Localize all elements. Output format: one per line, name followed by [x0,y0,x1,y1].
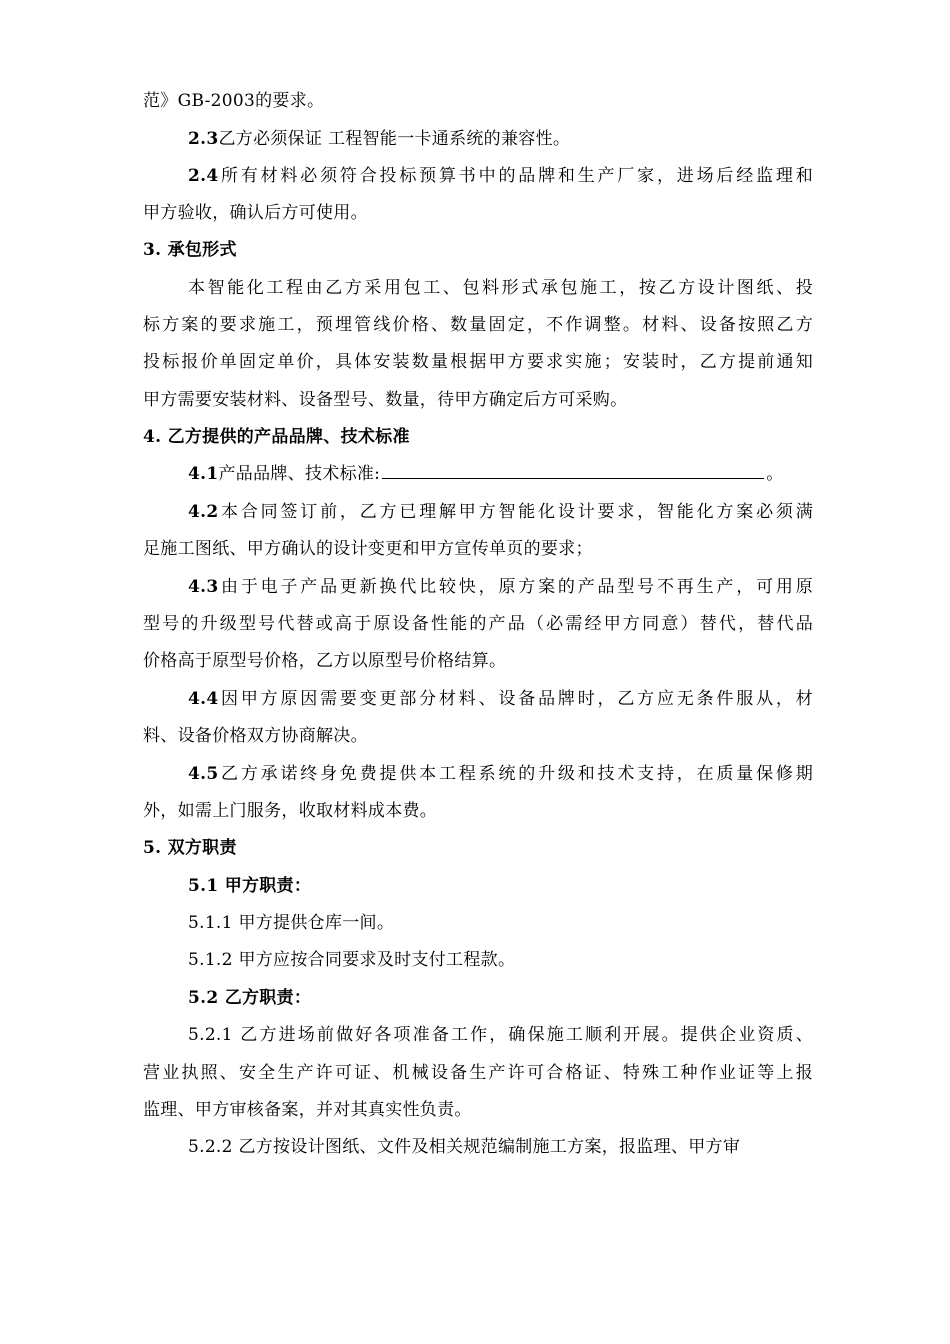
clause-5-1-2: 5.1.2 甲方应按合同要求及时支付工程款。 [188,950,516,970]
text-line: 范》GB-2003的要求。 [143,91,325,111]
clause-text: 乙方必须保证 工程智能一卡通系统的兼容性。 [218,129,571,149]
text-line: 甲方验收，确认后方可使用。 [143,203,368,223]
blank-fill-line[interactable] [382,462,764,479]
clause-2-3 [188,127,570,151]
clause-5-1-1: 5.1.1 甲方提供仓库一间。 [188,913,395,933]
clause-4-3 [188,575,813,599]
clause-text: 所有材料必须符合投标预算书中的品牌和生产厂家，进场后经监理和 [218,166,813,186]
clause-text: 本合同签订前，乙方已理解甲方智能化设计要求，智能化方案必须满 [218,502,813,522]
clause-text: 产品品牌、技术标准: [218,464,381,484]
text-line: 标方案的要求施工，预埋管线价格、数量固定，不作调整。材料、设备按照乙方 [143,315,813,335]
text-line: 监理、甲方审核备案，并对其真实性负责。 [143,1100,472,1120]
clause-4-5 [188,762,813,786]
clause-number: 2.4 [188,166,219,186]
clause-text: 由于电子产品更新换代比较快，原方案的产品型号不再生产，可用原 [218,577,813,597]
text-line: 价格高于原型号价格，乙方以原型号价格结算。 [143,651,507,671]
clause-number: 2.3 [188,129,219,149]
text-line: 甲方需要安装材料、设备型号、数量，待甲方确定后方可采购。 [143,390,628,410]
clause-number: 4.5 [188,764,219,784]
clause-4-1 [188,462,784,486]
text-line: 料、设备价格双方协商解决。 [143,726,368,746]
clause-text: 乙方承诺终身免费提供本工程系统的升级和技术支持，在质量保修期 [218,764,813,784]
clause-number: 4.4 [188,689,219,709]
section-heading-5: 5. 双方职责 [143,838,237,858]
text-line: 本智能化工程由乙方采用包工、包料形式承包施工，按乙方设计图纸、投 [188,278,813,298]
clause-5-2-2: 5.2.2 乙方按设计图纸、文件及相关规范编制施工方案，报监理、甲方审 [188,1137,741,1157]
clause-end: 。 [766,464,784,484]
text-line: 投标报价单固定单价，具体安装数量根据甲方要求实施；安装时，乙方提前通知 [143,352,813,372]
clause-text: 因甲方原因需要变更部分材料、设备品牌时，乙方应无条件服从，材 [218,689,813,709]
clause-number: 4.2 [188,502,219,522]
clause-4-4 [188,687,813,711]
text-line: 营业执照、安全生产许可证、机械设备生产许可合格证、特殊工种作业证等上报 [143,1063,813,1083]
subheading-5-2: 5.2 乙方职责： [188,988,312,1008]
clause-number: 4.3 [188,577,219,597]
clause-2-4 [188,164,813,188]
section-heading-3: 3. 承包形式 [143,240,237,260]
text-line: 型号的升级型号代替或高于原设备性能的产品（必需经甲方同意）替代，替代品 [143,614,813,634]
section-heading-4: 4. 乙方提供的产品品牌、技术标准 [143,427,410,447]
subheading-5-1: 5.1 甲方职责： [188,876,312,896]
text-line: 足施工图纸、甲方确认的设计变更和甲方宣传单页的要求； [143,539,593,559]
text-line: 外，如需上门服务，收取材料成本费。 [143,801,438,821]
clause-5-2-1: 5.2.1 乙方进场前做好各项准备工作，确保施工顺利开展。提供企业资质、 [188,1025,813,1045]
clause-4-2 [188,500,813,524]
clause-number: 4.1 [188,464,219,484]
